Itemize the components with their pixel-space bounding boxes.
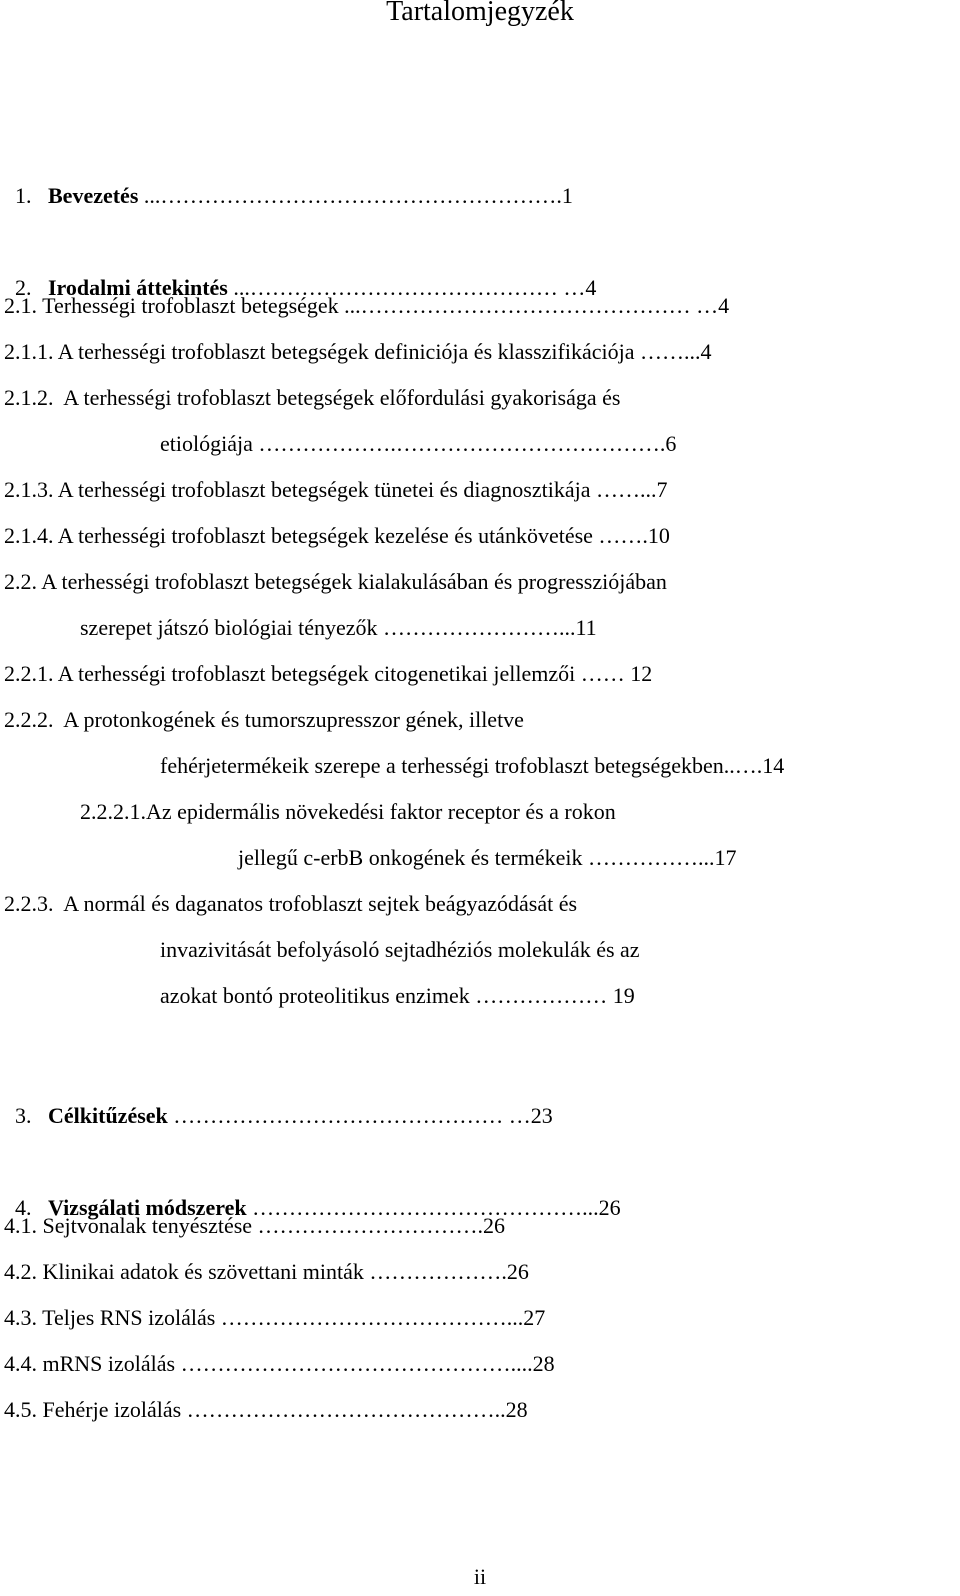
toc-entry-leader: ………………………………………...26 xyxy=(246,1195,621,1220)
toc-entry-3[interactable] xyxy=(4,1074,553,1130)
toc-entry-2-1-3[interactable]: 2.1.3. A terhességi trofoblaszt betegségek tünetei és diagnosztikája ……...7 xyxy=(4,477,668,502)
toc-entry-number: 2. xyxy=(15,275,32,300)
toc-entry-label: Bevezetés xyxy=(48,183,139,208)
toc-entry-2-2-2-1-cont[interactable]: jellegű c-erbB onkogének és termékeik ……………...17 xyxy=(238,845,737,870)
toc-entry-leader: ...…………………………………… …4 xyxy=(227,275,597,300)
toc-entry-4-1[interactable]: 4.1. Sejtvonalak tenyésztése ………………………….26 xyxy=(4,1213,506,1238)
toc-entry-2-1-2-cont[interactable]: etiológiája ……………….……………………………….6 xyxy=(160,431,677,456)
page-number: ii xyxy=(473,1564,487,1589)
toc-entry-label: Irodalmi áttekintés xyxy=(48,275,228,300)
page-title: Tartalomjegyzék xyxy=(386,0,574,27)
toc-entry-4-2[interactable]: 4.2. Klinikai adatok és szövettani minták ……………….26 xyxy=(4,1259,529,1284)
toc-entry-leader: ……………………………………… …23 xyxy=(167,1103,553,1128)
toc-entry-2-2-cont[interactable]: szerepet játszó biológiai tényezők ……………………...11 xyxy=(80,615,597,640)
toc-entry-1[interactable] xyxy=(4,154,573,210)
toc-entry-2-1-1[interactable]: 2.1.1. A terhességi trofoblaszt betegségek definiciója és klasszifikációja ……...4 xyxy=(4,339,712,364)
toc-entry-2-2-2-cont[interactable]: fehérjetermékeik szerepe a terhességi trofoblaszt betegségekben..….14 xyxy=(160,753,785,778)
toc-entry-number: 1. xyxy=(15,183,32,208)
toc-entry-4-4[interactable]: 4.4. mRNS izolálás ………………………………………....28 xyxy=(4,1351,555,1376)
toc-entry-label: Célkitűzések xyxy=(48,1103,168,1128)
toc-entry-4-3[interactable]: 4.3. Teljes RNS izolálás …………………………………...27 xyxy=(4,1305,546,1330)
toc-entry-number: 4. xyxy=(15,1195,32,1220)
toc-entry-label: Vizsgálati módszerek xyxy=(48,1195,247,1220)
toc-entry-2-2-2[interactable]: 2.2.2. A protonkogének és tumorszupresszor gének, illetve xyxy=(4,707,524,732)
toc-entry-2-1[interactable]: 2.1. Terhességi trofoblaszt betegségek ...……………………………………… …4 xyxy=(4,293,730,318)
toc-entry-2-2-3-cont-1[interactable]: invazivitását befolyásoló sejtadhéziós molekulák és az xyxy=(160,937,640,962)
toc-entry-2-2-3-cont-2[interactable]: azokat bontó proteolitikus enzimek ……………… 19 xyxy=(160,983,635,1008)
toc-entry-leader: ...……………………………………………….1 xyxy=(138,183,573,208)
toc-entry-2-2[interactable]: 2.2. A terhességi trofoblaszt betegségek kialakulásában és progressziójában xyxy=(4,569,667,594)
toc-entry-2-2-1[interactable]: 2.2.1. A terhességi trofoblaszt betegségek citogenetikai jellemzői …… 12 xyxy=(4,661,653,686)
toc-entry-2-2-3[interactable]: 2.2.3. A normál és daganatos trofoblaszt sejtek beágyazódását és xyxy=(4,891,578,916)
toc-entry-2-1-2[interactable]: 2.1.2. A terhességi trofoblaszt betegségek előfordulási gyakorisága és xyxy=(4,385,621,410)
toc-entry-number: 3. xyxy=(15,1103,32,1128)
toc-entry-2-1-4[interactable]: 2.1.4. A terhességi trofoblaszt betegségek kezelése és utánkövetése …….10 xyxy=(4,523,670,548)
toc-entry-2-2-2-1[interactable]: 2.2.2.1.Az epidermális növekedési faktor receptor és a rokon xyxy=(80,799,616,824)
toc-entry-4-5[interactable]: 4.5. Fehérje izolálás ……………………………………..28 xyxy=(4,1397,528,1422)
